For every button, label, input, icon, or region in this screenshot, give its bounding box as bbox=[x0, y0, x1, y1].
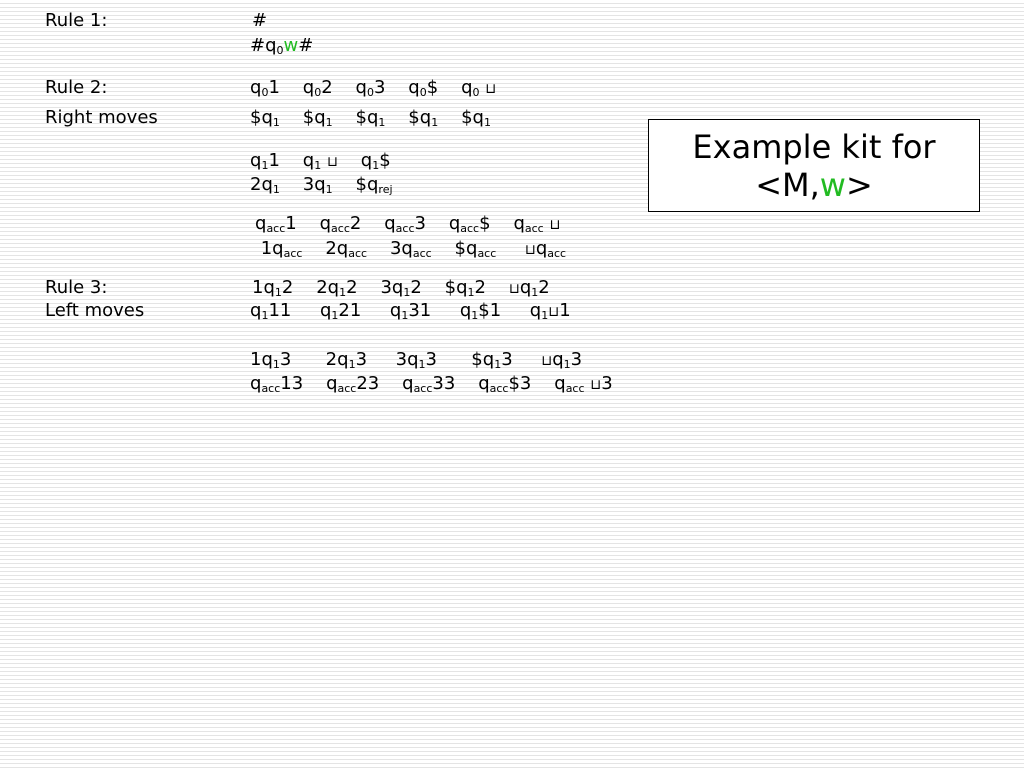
rule2-q1-top: $q_11$ $q_1$ ⊔ $q_1\$$ bbox=[250, 150, 391, 172]
rule2-qacc-bottom: $1q_{acc}$ $2q_{acc}$ $3q_{acc}$ $\$q_{acc}$ $⊔q_{acc}$ bbox=[255, 238, 567, 260]
rule2-q1-bottom: $2q_1$ $3q_1$ $\$q_{rej}$ bbox=[250, 174, 393, 196]
w-symbol: w bbox=[819, 166, 846, 204]
rule3-label: Rule 3: bbox=[45, 277, 108, 298]
rule3-second-top: $1q_13$ $2q_13$ $3q_13$ $\$q_13$ $⊔q_13$ bbox=[250, 349, 583, 371]
rule1-line1: # bbox=[252, 10, 268, 31]
rule2-qacc-top: $q_{acc}1$ $q_{acc}2$ $q_{acc}3$ $q_{acc}\$$ $q_{acc}$ ⊔ bbox=[255, 213, 561, 235]
rule1-label: Rule 1: bbox=[45, 10, 108, 31]
rule2-label: Rule 2: bbox=[45, 77, 108, 98]
right-moves-label: Right moves bbox=[45, 107, 158, 128]
example-kit-line2: <M,w> bbox=[755, 166, 873, 204]
rule3-bottom-row: $q_111$ $q_121$ $q_131$ $q_1\$1$ $q_1⊔1$ bbox=[250, 300, 571, 322]
example-kit-line1: Example kit for bbox=[692, 128, 936, 166]
rule3-second-bottom: $q_{acc}13$ $q_{acc}23$ $q_{acc}33$ $q_{acc}\$3$ $q_{acc}$ ⊔3 bbox=[250, 373, 613, 395]
left-moves-label: Left moves bbox=[45, 300, 145, 321]
rule2-top-row: $q_01$ $q_02$ $q_03$ $q_0\$$ $q_0$ ⊔ bbox=[250, 77, 497, 99]
rule3-top-row: $1q_12$ $2q_12$ $3q_12$ $\$q_12$ $⊔q_12$ bbox=[252, 277, 550, 299]
rule2-bottom-row: $\$q_1$ $\$q_1$ $\$q_1$ $\$q_1$ $\$q_1$ bbox=[250, 107, 491, 129]
rule1-line2: $\#q_0w\#$ bbox=[250, 35, 314, 57]
example-kit-box bbox=[648, 119, 980, 212]
